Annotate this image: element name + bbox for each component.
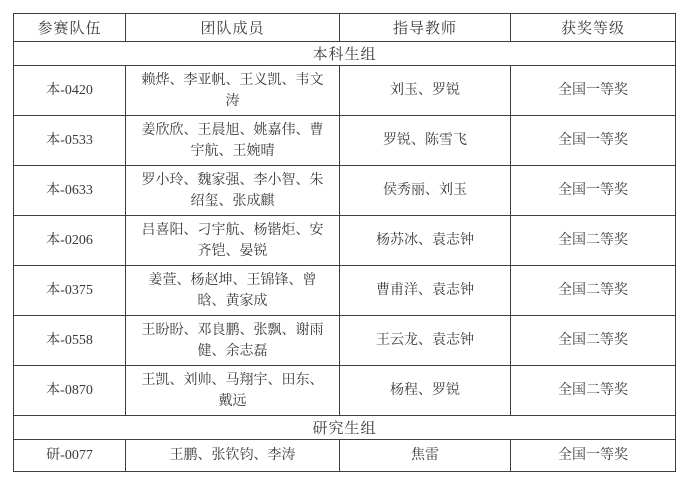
advisors: 曹甫洋、袁志钟	[340, 266, 511, 316]
award-level: 全国一等奖	[511, 116, 676, 166]
section-title: 研究生组	[14, 416, 676, 440]
table-row	[14, 166, 676, 216]
table-row	[14, 216, 676, 266]
header-team-members: 团队成员	[126, 14, 340, 42]
team-id: 研-0077	[14, 440, 126, 472]
header-row	[14, 14, 676, 42]
award-level: 全国一等奖	[511, 166, 676, 216]
table-body	[14, 42, 676, 472]
team-members: 王盼盼、邓良鹏、张飘、谢雨健、余志磊	[126, 316, 340, 366]
header-advisors: 指导教师	[340, 14, 511, 42]
advisors: 侯秀丽、刘玉	[340, 166, 511, 216]
award-level: 全国二等奖	[511, 216, 676, 266]
table-row	[14, 440, 676, 472]
team-id: 本-0633	[14, 166, 126, 216]
section-row	[14, 416, 676, 440]
team-id: 本-0533	[14, 116, 126, 166]
team-members: 赖烨、李亚帆、王义凯、韦文涛	[126, 66, 340, 116]
team-members: 王凯、刘帅、马翔宇、田东、戴远	[126, 366, 340, 416]
team-members: 王鹏、张钦钧、李涛	[126, 440, 340, 472]
award-level: 全国二等奖	[511, 266, 676, 316]
header-award-level: 获奖等级	[511, 14, 676, 42]
team-members: 罗小玲、魏家强、李小智、朱绍玺、张成麒	[126, 166, 340, 216]
results-table	[13, 13, 676, 472]
header-team-id: 参赛队伍	[14, 14, 126, 42]
table-row	[14, 266, 676, 316]
section-row	[14, 42, 676, 66]
award-level: 全国二等奖	[511, 316, 676, 366]
award-level: 全国二等奖	[511, 366, 676, 416]
table-row	[14, 116, 676, 166]
table-row	[14, 316, 676, 366]
team-id: 本-0420	[14, 66, 126, 116]
team-members: 吕喜阳、刁宇航、杨锴炬、安齐铠、晏锐	[126, 216, 340, 266]
advisors: 杨程、罗锐	[340, 366, 511, 416]
team-members: 姜欣欣、王晨旭、姚嘉伟、曹宇航、王婉晴	[126, 116, 340, 166]
advisors: 杨苏冰、袁志钟	[340, 216, 511, 266]
table-row	[14, 66, 676, 116]
advisors: 刘玉、罗锐	[340, 66, 511, 116]
award-level: 全国一等奖	[511, 440, 676, 472]
award-level: 全国一等奖	[511, 66, 676, 116]
team-id: 本-0375	[14, 266, 126, 316]
advisors: 罗锐、陈雪飞	[340, 116, 511, 166]
team-members: 姜萱、杨赵坤、王锦锋、曾晗、黄家成	[126, 266, 340, 316]
advisors: 焦雷	[340, 440, 511, 472]
team-id: 本-0870	[14, 366, 126, 416]
section-title: 本科生组	[14, 42, 676, 66]
document-page	[0, 13, 688, 484]
advisors: 王云龙、袁志钟	[340, 316, 511, 366]
team-id: 本-0206	[14, 216, 126, 266]
team-id: 本-0558	[14, 316, 126, 366]
table-row	[14, 366, 676, 416]
